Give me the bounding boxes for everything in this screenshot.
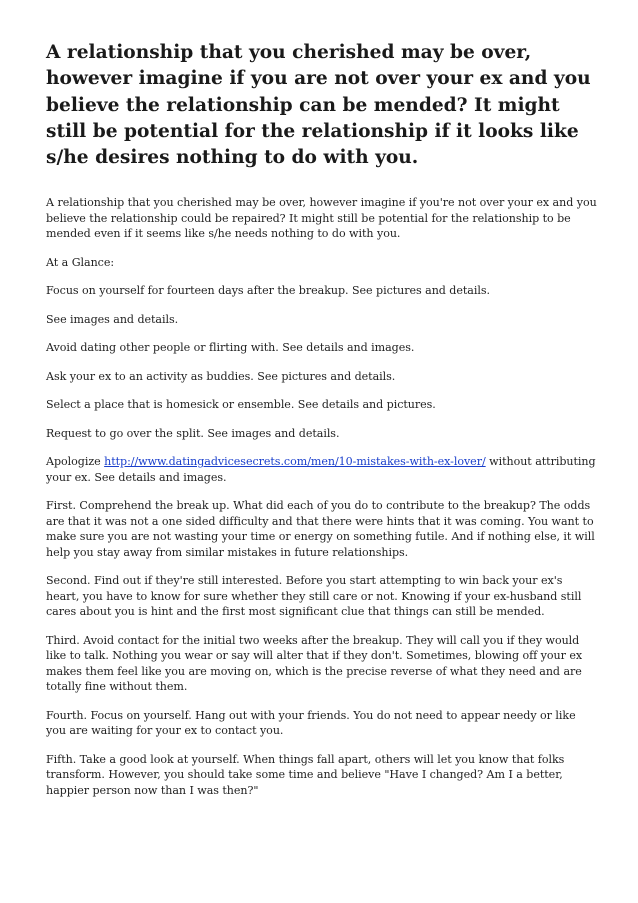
glance-heading: At a Glance:	[46, 255, 115, 269]
section-fifth: Fifth. Take a good look at yourself. When things fall apart, others will let you know that folks transform. However, you should take some time and believe "Have I changed? Am I a better, happier person now than I was then?"	[46, 752, 565, 797]
advice-link[interactable]: http://www.datingadvicesecrets.com/men/10-mistakes-with-ex-lover/	[104, 455, 486, 469]
section-third: Third. Avoid contact for the initial two weeks after the breakup. They will call you if they would like to talk. Nothing you wear or say will alter that if they don't. Sometimes, blowing off your ex makes them feel like you are moving on, which is the precise reverse of what they need and are totally fine without them.	[46, 633, 583, 694]
glance-item: Request to go over the split. See images and details.	[46, 426, 340, 440]
section-first: First. Comprehend the break up. What did each of you do to contribute to the breakup? The odds are that it was not a one sided difficulty and that there were hints that it was coming. You want to make sure you are not wasting your time or energy on something futile. And if nothing else, it will help you stay away from similar mistakes in future relationships.	[46, 499, 595, 559]
section-second: Second. Find out if they're still interested. Before you start attempting to win back your ex's heart, you have to know for sure whether they still care or not. Knowing if your ex-husband still cares about you is hint and the first most significant clue that things can still be mended.	[46, 574, 582, 619]
document-page	[46, 40, 598, 811]
glance-item: Focus on yourself for fourteen days after the breakup. See pictures and details.	[46, 284, 490, 298]
apologize-paragraph	[46, 454, 598, 485]
glance-item: Ask your ex to an activity as buddies. See pictures and details.	[46, 369, 396, 383]
intro-paragraph: A relationship that you cherished may be over, however imagine if you're not over your ex and you believe the relationship could be repaired? It might still be potential for the relationship to be mended even if it seems like s/he needs nothing to do with you.	[46, 196, 597, 241]
apologize-text-before: Apologize	[46, 455, 105, 469]
glance-item: Select a place that is homesick or ensemble. See details and pictures.	[46, 398, 436, 412]
apologize-text-after: without attributing your ex. See details and images.	[46, 455, 596, 484]
glance-item: Avoid dating other people or flirting with. See details and images.	[46, 341, 415, 355]
glance-item: See images and details.	[46, 312, 179, 326]
article-title: A relationship that you cherished may be over, however imagine if you are not over your ex and you believe the relationship can be mended? It might still be potential for the relationship if it looks like s/he desires nothing to do with you.	[46, 42, 591, 169]
section-fourth: Fourth. Focus on yourself. Hang out with your friends. You do not need to appear needy or like you are waiting for your ex to contact you.	[46, 708, 576, 738]
